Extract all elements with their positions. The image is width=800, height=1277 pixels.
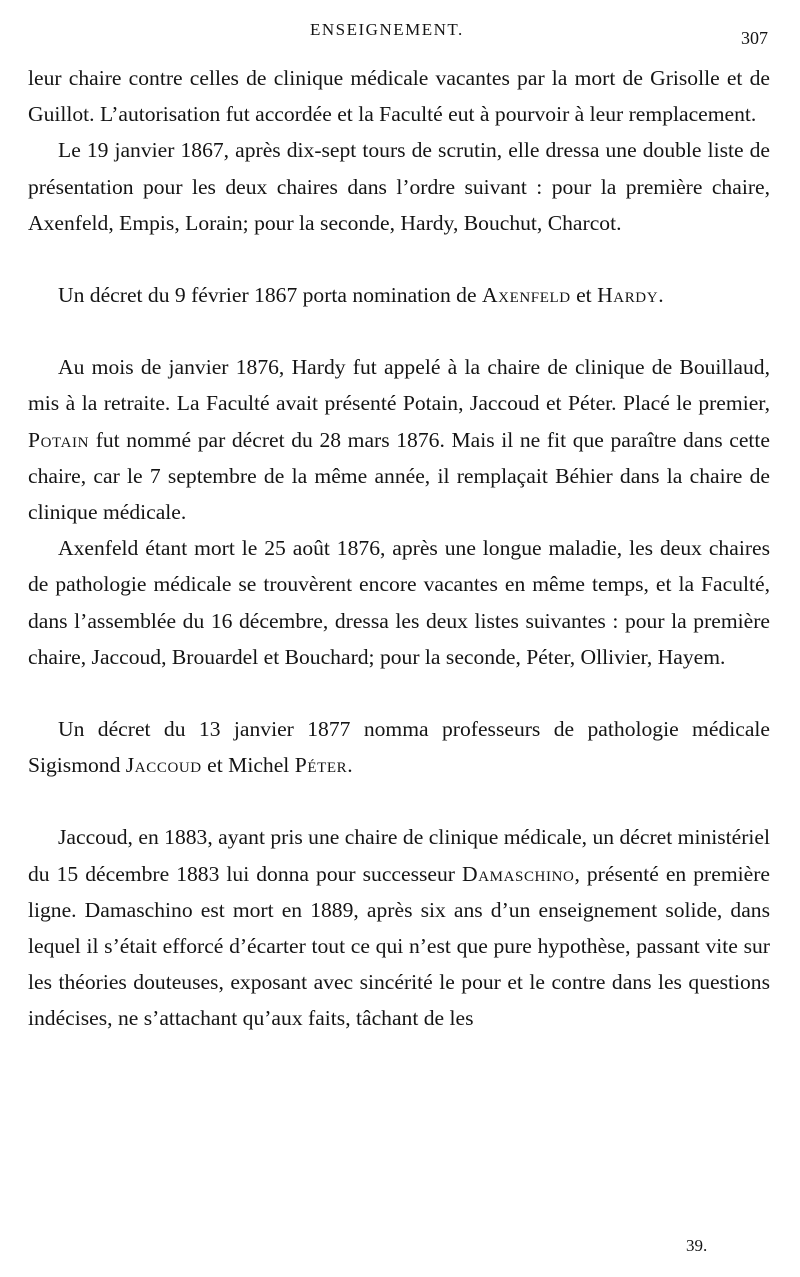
professor-name-jaccoud: Jaccoud <box>125 753 202 778</box>
paragraph-6-text-2: et Michel <box>201 753 295 778</box>
paragraph-6 <box>28 711 770 783</box>
paragraph-4-text-1: Au mois de janvier 1876, Hardy fut appelé à la chaire de clinique de Bouillaud, mis à la retraite. La Faculté avait présenté Potain, Jaccoud et Péter. Placé le premier, <box>28 355 770 416</box>
paragraph-2: Le 19 janvier 1867, après dix-sept tours de scrutin, elle dressa une double liste de présentation pour les deux chaires dans l’ordre suivant : pour la première chaire, Axenfeld, Empis, Lorain; pour la seconde, Hardy, Bouchut, Charcot. <box>28 138 770 235</box>
paragraph-4-text-2: fut nommé par décret du 28 mars 1876. Mais il ne fit que paraître dans cette chaire, car le 7 septembre de la même année, il remplaçait Béhier dans la chaire de clinique médicale. <box>28 427 770 525</box>
paragraph-3 <box>28 277 770 313</box>
paragraph-7 <box>28 819 770 1036</box>
signature-mark: 39. <box>686 1236 708 1255</box>
paragraph-4 <box>28 349 770 530</box>
paragraph-7-text-2: , présenté en première ligne. Damaschino est mort en 1889, après six ans d’un enseignement solide, dans lequel il s’était efforcé d’écarter tout ce qui n’est que pure hypothèse, passant vite sur les théories douteuses, exposant avec sincérité le pour et le contre dans les questions indécises, ne s’attachant qu’aux faits, tâchant de les <box>28 861 770 1031</box>
professor-name-peter: Péter <box>294 753 348 778</box>
paragraph-3-text-3: . <box>658 283 664 308</box>
paragraph-7-text-1: Jaccoud, en 1883, ayant pris une chaire de clinique médicale, un décret ministériel du 15 décembre 1883 lui donna pour successeur <box>28 825 770 886</box>
page-number: 307 <box>741 28 768 48</box>
professor-name-damaschino: Damaschino <box>462 861 575 886</box>
paragraph-6-text-3: . <box>347 753 353 778</box>
running-title: ENSEIGNEMENT. <box>310 20 464 39</box>
paragraph-6-text-1: Un décret du 13 janvier 1877 nomma professeurs de pathologie médicale Sigismond <box>28 717 770 778</box>
professor-name-potain: Potain <box>28 427 90 452</box>
professor-name-axenfeld: Axenfeld <box>481 283 571 308</box>
paragraph-3-text-1: Un décret du 9 février 1867 porta nomination de <box>58 283 482 308</box>
paragraph-5: Axenfeld étant mort le 25 août 1876, après une longue maladie, les deux chaires de pathologie médicale se trouvèrent encore vacantes en même temps, et la Faculté, dans l’assemblée du 16 décembre, dressa les deux listes suivantes : pour la première chaire, Jaccoud, Brouardel et Bouchard; pour la seconde, Péter, Ollivier, Hayem. <box>28 536 770 669</box>
professor-name-hardy: Hardy <box>597 283 659 308</box>
body-text <box>28 60 770 1037</box>
paragraph-3-text-2: et <box>570 283 598 308</box>
paragraph-1: leur chaire contre celles de clinique médicale vacantes par la mort de Grisolle et de Guillot. L’autorisation fut accordée et la Faculté eut à pourvoir à leur remplacement. <box>28 66 770 127</box>
